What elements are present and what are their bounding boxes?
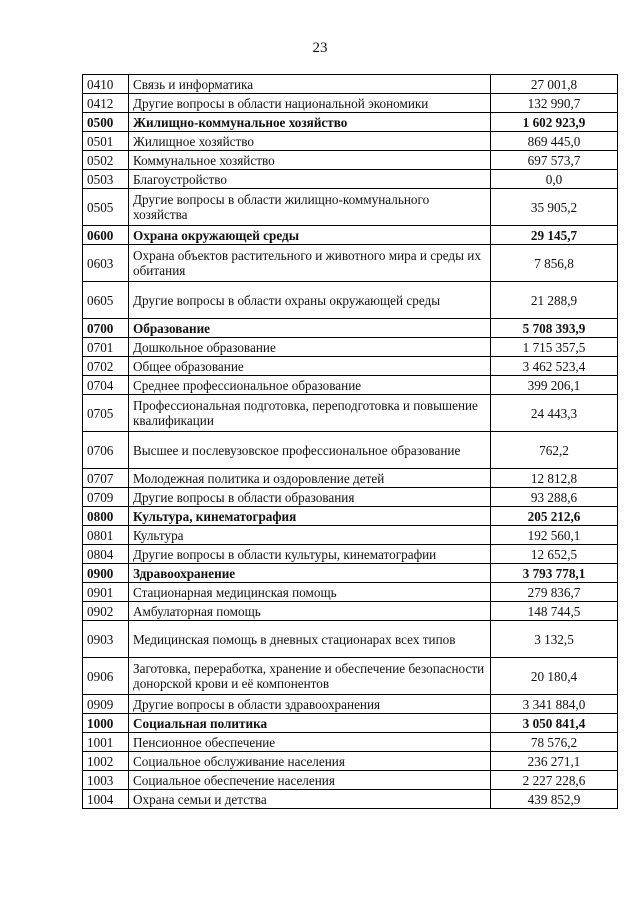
row-amount: 762,2 [491,432,618,469]
row-amount: 3 341 884,0 [491,695,618,714]
table-row [83,245,618,282]
row-code: 0410 [83,75,129,94]
row-amount: 3 132,5 [491,621,618,658]
row-code: 0709 [83,488,129,507]
table-row [83,170,618,189]
row-name: Социальная политика [129,714,491,733]
section-row [83,113,618,132]
row-name: Пенсионное обеспечение [129,733,491,752]
section-row [83,319,618,338]
row-name: Культура [129,526,491,545]
row-name: Другие вопросы в области национальной экономики [129,94,491,113]
row-code: 0603 [83,245,129,282]
row-amount: 3 793 778,1 [491,564,618,583]
row-name: Образование [129,319,491,338]
row-amount: 24 443,3 [491,395,618,432]
row-code: 0700 [83,319,129,338]
row-code: 0501 [83,132,129,151]
table-row [83,75,618,94]
row-name: Общее образование [129,357,491,376]
row-code: 0901 [83,583,129,602]
row-name: Другие вопросы в области жилищно-коммунального хозяйства [129,189,491,226]
row-code: 0902 [83,602,129,621]
row-code: 0704 [83,376,129,395]
table-row [83,488,618,507]
table-row [83,545,618,564]
row-name: Амбулаторная помощь [129,602,491,621]
row-code: 0800 [83,507,129,526]
row-name: Социальное обеспечение населения [129,771,491,790]
row-code: 0505 [83,189,129,226]
row-name: Благоустройство [129,170,491,189]
row-amount: 5 708 393,9 [491,319,618,338]
row-code: 0605 [83,282,129,319]
row-code: 0600 [83,226,129,245]
table-row [83,376,618,395]
row-name: Жилищное хозяйство [129,132,491,151]
row-code: 0707 [83,469,129,488]
row-name: Другие вопросы в области охраны окружающей среды [129,282,491,319]
row-amount: 236 271,1 [491,752,618,771]
row-code: 0702 [83,357,129,376]
row-amount: 279 836,7 [491,583,618,602]
row-name: Другие вопросы в области культуры, кинематографии [129,545,491,564]
row-amount: 3 462 523,4 [491,357,618,376]
row-name: Дошкольное образование [129,338,491,357]
row-name: Заготовка, переработка, хранение и обеспечение безопасности донорской крови и её компонентов [129,658,491,695]
table-row [83,771,618,790]
row-name: Связь и информатика [129,75,491,94]
table-row [83,526,618,545]
page-number: 23 [312,40,328,56]
row-amount: 12 812,8 [491,469,618,488]
row-code: 0801 [83,526,129,545]
row-name: Высшее и послевузовское профессиональное образование [129,432,491,469]
row-amount: 869 445,0 [491,132,618,151]
row-code: 0804 [83,545,129,564]
row-amount: 78 576,2 [491,733,618,752]
row-name: Стационарная медицинская помощь [129,583,491,602]
row-code: 0903 [83,621,129,658]
row-amount: 93 288,6 [491,488,618,507]
row-code: 0706 [83,432,129,469]
row-code: 1004 [83,790,129,809]
row-amount: 1 715 357,5 [491,338,618,357]
row-amount: 20 180,4 [491,658,618,695]
row-name: Охрана окружающей среды [129,226,491,245]
row-amount: 12 652,5 [491,545,618,564]
table-row [83,357,618,376]
section-row [83,226,618,245]
table-row [83,395,618,432]
row-amount: 1 602 923,9 [491,113,618,132]
row-name: Профессиональная подготовка, переподготовка и повышение квалификации [129,395,491,432]
row-code: 0701 [83,338,129,357]
row-name: Медицинская помощь в дневных стационарах всех типов [129,621,491,658]
table-row [83,338,618,357]
budget-table [82,74,618,809]
row-name: Коммунальное хозяйство [129,151,491,170]
row-amount: 29 145,7 [491,226,618,245]
row-name: Культура, кинематография [129,507,491,526]
row-code: 0900 [83,564,129,583]
row-code: 0909 [83,695,129,714]
row-name: Охрана объектов растительного и животного мира и среды их обитания [129,245,491,282]
table-row [83,94,618,113]
table-row [83,790,618,809]
row-name: Молодежная политика и оздоровление детей [129,469,491,488]
row-amount: 399 206,1 [491,376,618,395]
row-name: Здравоохранение [129,564,491,583]
row-amount: 192 560,1 [491,526,618,545]
table-row [83,583,618,602]
row-amount: 35 905,2 [491,189,618,226]
row-name: Другие вопросы в области образования [129,488,491,507]
row-code: 0500 [83,113,129,132]
row-amount: 132 990,7 [491,94,618,113]
row-name: Среднее профессиональное образование [129,376,491,395]
row-code: 1003 [83,771,129,790]
row-amount: 697 573,7 [491,151,618,170]
table-row [83,151,618,170]
row-name: Социальное обслуживание населения [129,752,491,771]
table-row [83,432,618,469]
row-name: Жилищно-коммунальное хозяйство [129,113,491,132]
row-code: 1002 [83,752,129,771]
table-row [83,658,618,695]
table-row [83,621,618,658]
table-row [83,469,618,488]
row-amount: 21 288,9 [491,282,618,319]
row-amount: 2 227 228,6 [491,771,618,790]
table-row [83,132,618,151]
row-name: Охрана семьи и детства [129,790,491,809]
row-amount: 439 852,9 [491,790,618,809]
section-row [83,507,618,526]
row-code: 0502 [83,151,129,170]
table-row [83,752,618,771]
row-amount: 3 050 841,4 [491,714,618,733]
table-row [83,733,618,752]
row-code: 0503 [83,170,129,189]
table-row [83,602,618,621]
row-code: 0412 [83,94,129,113]
table-row [83,189,618,226]
row-amount: 7 856,8 [491,245,618,282]
section-row [83,714,618,733]
row-amount: 205 212,6 [491,507,618,526]
row-code: 0705 [83,395,129,432]
row-amount: 0,0 [491,170,618,189]
row-amount: 27 001,8 [491,75,618,94]
row-code: 1001 [83,733,129,752]
row-amount: 148 744,5 [491,602,618,621]
table-row [83,695,618,714]
row-code: 1000 [83,714,129,733]
row-code: 0906 [83,658,129,695]
section-row [83,564,618,583]
table-row [83,282,618,319]
row-name: Другие вопросы в области здравоохранения [129,695,491,714]
budget-table-body [83,75,618,809]
